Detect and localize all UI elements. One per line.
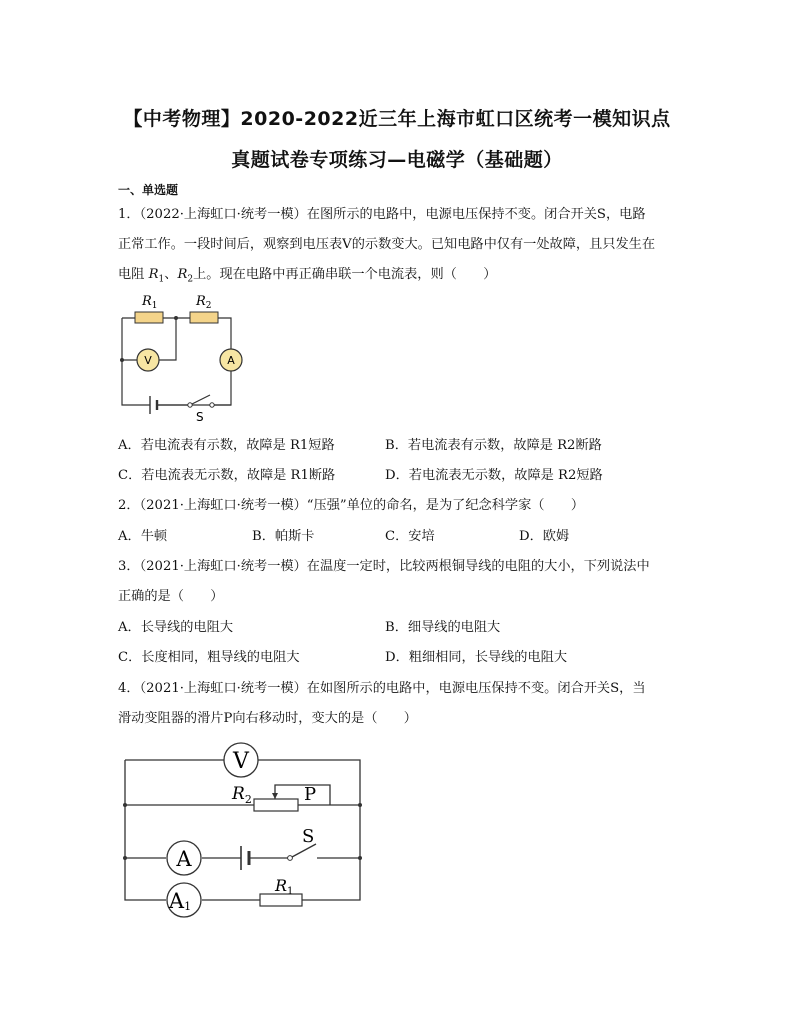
section-heading: 一、单选题 — [118, 183, 179, 197]
q1-line-3: 电阻 $R_1$、$R_2$上。现在电路中再正确串联一个电流表，则（ ） — [118, 267, 497, 285]
q4-line-1: 4．（2021·上海虹口·统考一模）在如图所示的电路中，电源电压保持不变。闭合开关S，当 — [118, 681, 646, 696]
q2-option-c[interactable]: C．安培 — [385, 529, 435, 544]
q4-label-slider: P — [304, 784, 317, 805]
q1-option-d[interactable]: D．若电流表无示数，故障是 R2短路 — [385, 468, 603, 483]
q4-line-2: 滑动变阻器的滑片P向右移动时，变大的是（ ） — [118, 711, 417, 726]
q4-label-voltmeter: V — [233, 749, 249, 774]
q3-line-1: 3．（2021·上海虹口·统考一模）在温度一定时，比较两根铜导线的电阻的大小，下列说法中 — [118, 559, 650, 574]
q4-label-r2: $R_2$ — [232, 784, 252, 806]
q3-option-c[interactable]: C．长度相同，粗导线的电阻大 — [118, 650, 300, 665]
q3-option-d[interactable]: D．粗细相同，长导线的电阻大 — [385, 650, 568, 665]
q3-option-b[interactable]: B．细导线的电阻大 — [385, 620, 501, 635]
q1-label-voltmeter: V — [144, 354, 152, 367]
q4-label-ammeter: A — [176, 847, 192, 871]
q4-slider-arrow-icon — [272, 793, 278, 799]
q2-option-d[interactable]: D．欧姆 — [519, 529, 570, 544]
q2-text: 2．（2021·上海虹口·统考一模）“压强”单位的命名，是为了纪念科学家（ ） — [118, 498, 585, 513]
q1-option-b[interactable]: B．若电流表有示数，故障是 R2断路 — [385, 438, 602, 453]
q4-resistor-r1 — [260, 894, 302, 906]
q4-label-r1: R1 — [275, 876, 294, 897]
q1-option-c[interactable]: C．若电流表无示数，故障是 R1断路 — [118, 468, 336, 483]
title-line-1: 【中考物理】2020-2022近三年上海市虹口区统考一模知识点 — [123, 108, 671, 130]
q1-label-switch: S — [196, 410, 204, 424]
q1-label-r1: $R_1$ — [142, 294, 158, 311]
q1-label-ammeter: A — [227, 354, 235, 367]
q4-rheostat-r2 — [254, 799, 298, 811]
q3-line-2: 正确的是（ ） — [118, 589, 224, 604]
q2-option-b[interactable]: B．帕斯卡 — [252, 529, 315, 544]
q3-option-a[interactable]: A．长导线的电阻大 — [118, 620, 234, 635]
q1-option-a[interactable]: A．若电流表有示数，故障是 R1短路 — [118, 438, 335, 453]
q2-option-a[interactable]: A．牛顿 — [118, 529, 168, 544]
q1-resistor-r2 — [190, 312, 218, 323]
q1-line-2: 正常工作。一段时间后，观察到电压表V的示数变大。已知电路中仅有一处故障，且只发生在 — [118, 237, 656, 252]
title-line-2: 真题试卷专项练习—电磁学（基础题） — [231, 149, 563, 171]
q1-resistor-r1 — [135, 312, 163, 323]
q1-line-1: 1．（2022·上海虹口·统考一模）在图所示的电路中，电源电压保持不变。闭合开关S，电路 — [118, 207, 646, 222]
q1-label-r2: $R_2$ — [196, 294, 212, 311]
q4-label-switch: S — [302, 826, 315, 847]
q1-switch-icon — [192, 395, 210, 404]
q4-label-ammeter1: A1 — [168, 889, 192, 913]
